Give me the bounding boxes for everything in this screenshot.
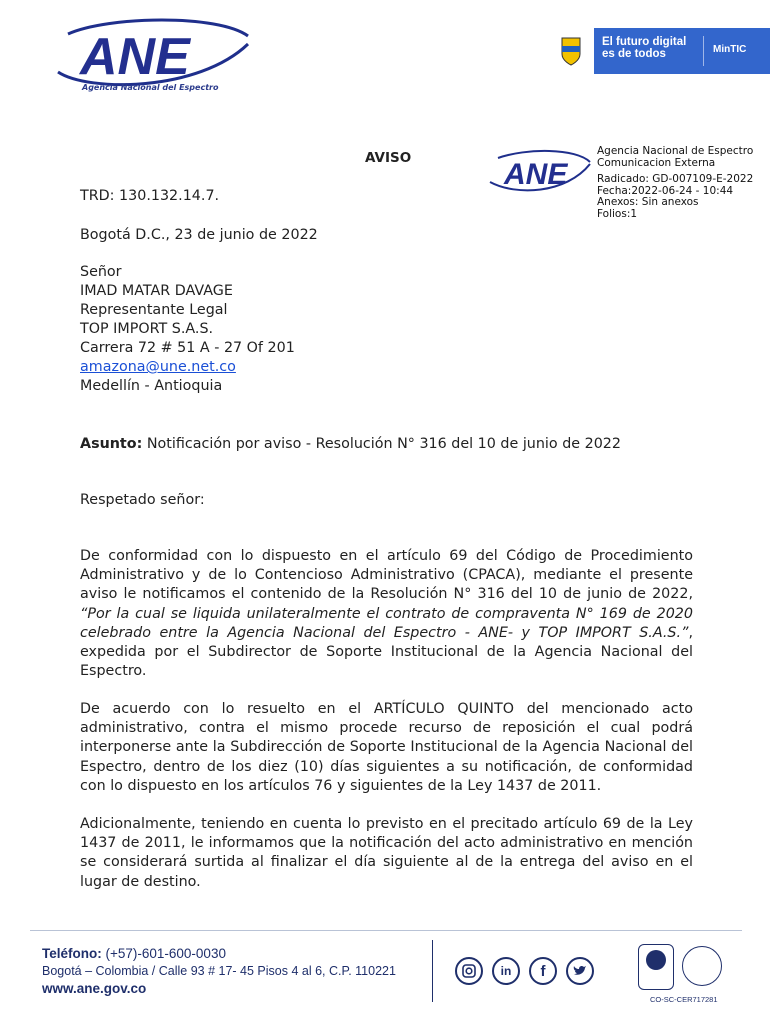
- stamp-line: Comunicacion Externa: [597, 156, 716, 169]
- iqnet-cert-badge: [682, 946, 722, 986]
- mintic-label: MinTIC: [713, 44, 747, 55]
- paragraph-2: De acuerdo con lo resuelto en el ARTÍCULO QUINTO del mencionado acto administrativo, contra el mismo procede recurso de reposición el cual podrá interponerse ante la Subdirección de Soporte Institucional de la Agencia Nacional del Espectro, dentro de los diez (10) días siguientes a su notificación, de conformidad con lo dispuesto en los artículos 76 y siguientes de la Ley 1437 de 2011.: [80, 701, 693, 794]
- phone-label: Teléfono:: [42, 946, 102, 961]
- date-line: Bogotá D.C., 23 de junio de 2022: [80, 227, 318, 243]
- footer-divider: [30, 930, 742, 931]
- recipient-role: Representante Legal: [80, 302, 228, 318]
- svg-text:ANE: ANE: [504, 158, 568, 191]
- radicado-stamp: [597, 146, 753, 220]
- recipient-name: IMAD MATAR DAVAGE: [80, 283, 233, 299]
- instagram-icon[interactable]: [455, 957, 483, 985]
- address-street: Calle 93 # 17- 45 Pisos 4 al 6, C.P. 110221: [158, 964, 396, 978]
- banner-divider: [703, 36, 704, 66]
- footer-vertical-divider: [432, 940, 433, 1002]
- paragraph-1: [80, 547, 693, 681]
- trd-line: TRD: 130.132.14.7.: [80, 188, 220, 204]
- recipient-email-link[interactable]: amazona@une.net.co: [80, 359, 236, 375]
- twitter-icon[interactable]: [566, 957, 594, 985]
- certificate-code: CO-SC-CER717281: [650, 995, 718, 1004]
- stamp-line: Fecha:2022-06-24 - 10:44: [597, 184, 734, 197]
- paragraph-1-end: , expedida por el Subdirector de Soporte Institucional de la Agencia Nacional del Espectro.: [80, 624, 693, 680]
- stamp-line: Agencia Nacional de Espectro: [597, 145, 754, 157]
- footer-website-link[interactable]: www.ane.gov.co: [42, 981, 147, 996]
- subject-text: Notificación por aviso - Resolución N° 316 del 10 de junio de 2022: [146, 436, 621, 452]
- stamp-line: Folios:1: [597, 207, 638, 220]
- svg-text:ANE: ANE: [80, 28, 190, 86]
- address-city: Bogotá – Colombia /: [42, 964, 159, 978]
- coat-of-arms-icon: [548, 28, 594, 74]
- resolution-title-quote: “Por la cual se liquida unilateralmente el contrato de compraventa N° 169 de 2020 celebrado entre la Agencia Nacional del Espectro - ANE- y TOP IMPORT S.A.S.”: [80, 605, 693, 641]
- stamp-line: Radicado: GD-007109-E-2022: [597, 173, 754, 185]
- subject-label: Asunto:: [80, 436, 143, 452]
- greeting: Respetado señor:: [80, 492, 205, 508]
- recipient-company: TOP IMPORT S.A.S.: [80, 321, 214, 337]
- footer-phone: [42, 946, 226, 961]
- paragraph-1-text: De conformidad con lo dispuesto en el artículo 69 del Código de Procedimiento Administrativo y de lo Contencioso Administrativo (CPACA), mediante el presente aviso le notificamos el contenido de la Resolución N° 316 del 10 de junio de 2022,: [80, 548, 693, 603]
- recipient-address: Carrera 72 # 51 A - 27 Of 201: [80, 340, 295, 356]
- facebook-icon[interactable]: f: [529, 957, 557, 985]
- recipient-city: Medellín - Antioquia: [80, 378, 223, 394]
- footer-address: [42, 964, 396, 978]
- document-title: AVISO: [365, 150, 412, 166]
- salutation: Señor: [80, 264, 122, 280]
- icontec-cert-badge: [638, 944, 674, 990]
- linkedin-icon[interactable]: in: [492, 957, 520, 985]
- logo-subtitle: Agencia Nacional del Espectro: [82, 83, 219, 92]
- paragraph-3: Adicionalmente, teniendo en cuenta lo previsto en el precitado artículo 69 de la Ley 1437 de 2011, le informamos que la notificación del acto administrativo en mención se considerará surtida al finalizar el día siguiente al de la entrega del aviso en el lugar de destino.: [80, 816, 693, 890]
- stamp-line: Anexos: Sin anexos: [597, 196, 699, 208]
- subject-line: [80, 436, 621, 452]
- stamp-ane-logo: [486, 148, 594, 198]
- gov-banner: [548, 28, 770, 74]
- phone-number: (+57)-601-600-0030: [101, 946, 226, 961]
- gov-line-1: El futuro digital: [602, 36, 687, 48]
- gov-line-2: es de todos: [602, 48, 666, 60]
